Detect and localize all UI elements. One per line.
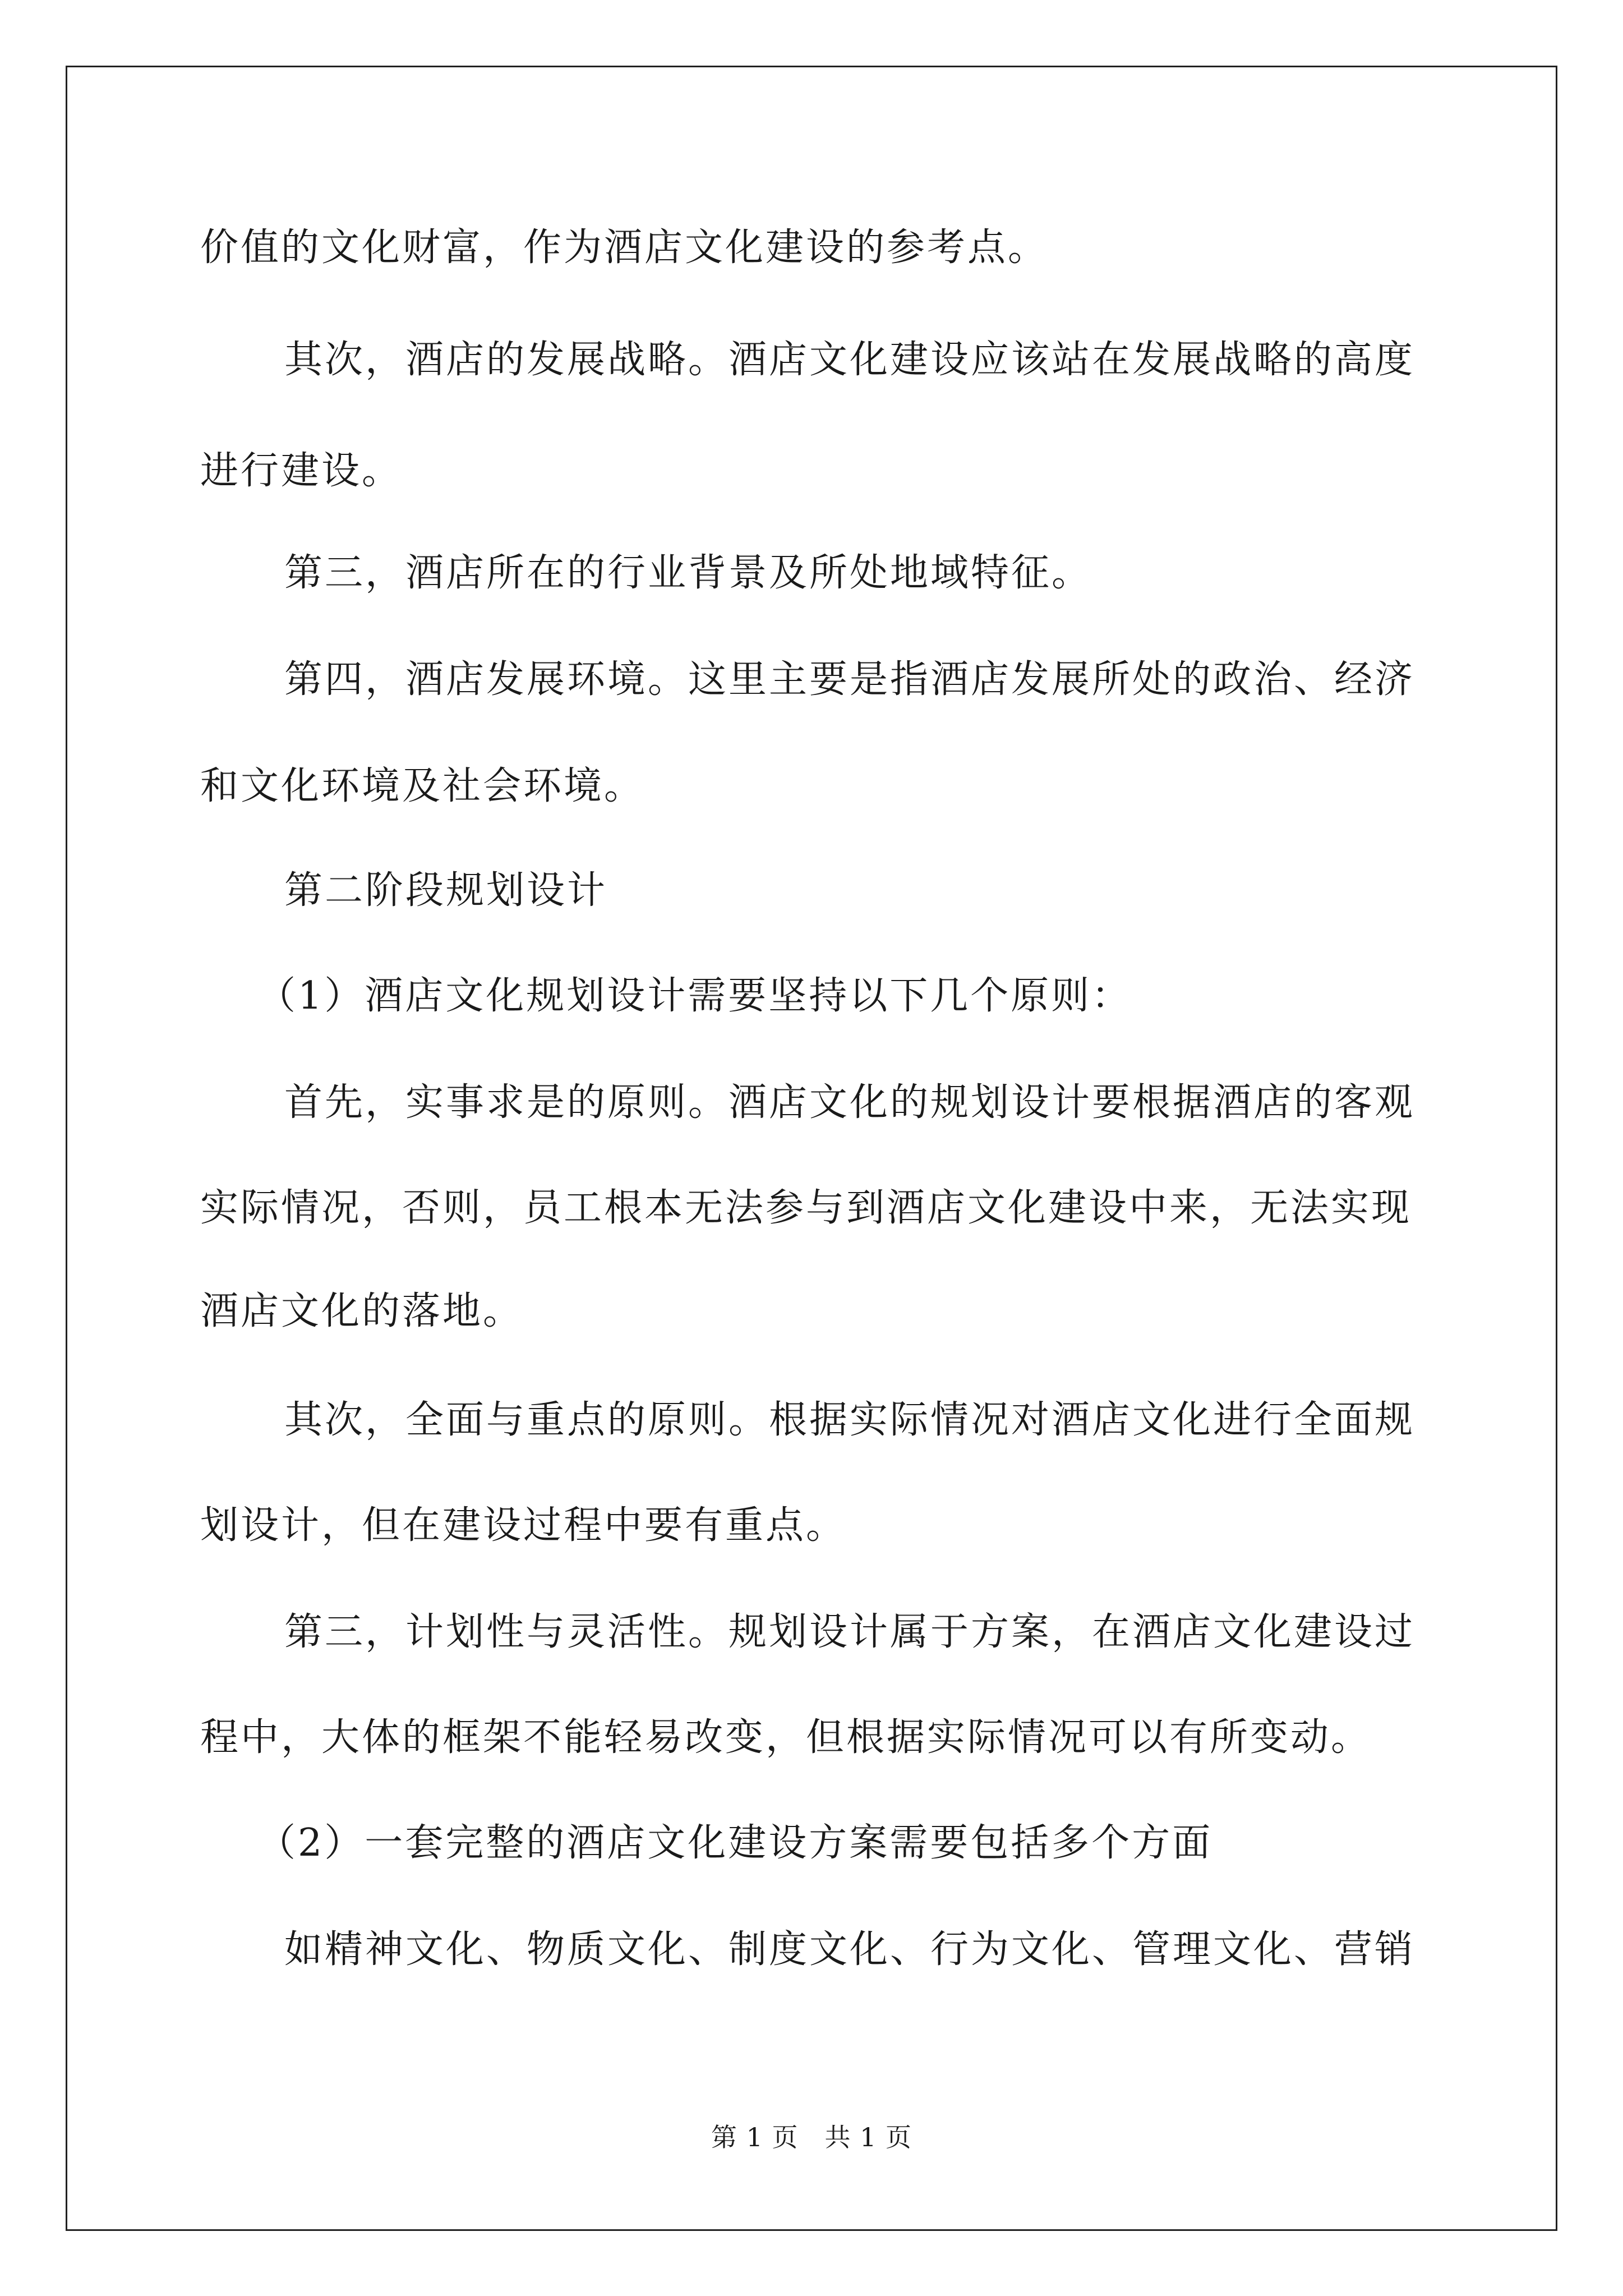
page-footer: 第 1 页 共 1 页 — [711, 2122, 912, 2152]
section-heading: 第二阶段规划设计 — [284, 868, 608, 913]
paragraph-line: 程中，大体的框架不能轻易改变，但根据实际情况可以有所变动。 — [200, 1715, 1372, 1760]
page-border — [66, 66, 1557, 2231]
paragraph-line: 价值的文化财富，作为酒店文化建设的参考点。 — [200, 226, 1049, 270]
paragraph-line: （1）酒店文化规划设计需要坚持以下几个原则： — [257, 974, 1132, 1018]
paragraph-line: 划设计，但在建设过程中要有重点。 — [200, 1503, 847, 1548]
paragraph-line: 酒店文化的落地。 — [200, 1289, 524, 1333]
paragraph-line: 进行建设。 — [200, 449, 403, 493]
paragraph-line: 和文化环境及社会环境。 — [200, 764, 645, 808]
paragraph-line: 其次，酒店的发展战略。酒店文化建设应该站在发展战略的高度 — [284, 338, 1415, 382]
paragraph-line: 第三，酒店所在的行业背景及所处地域特征。 — [284, 551, 1092, 595]
paragraph-line: （2）一套完整的酒店文化建设方案需要包括多个方面 — [257, 1821, 1213, 1865]
paragraph-line: 实际情况，否则，员工根本无法参与到酒店文化建设中来，无法实现 — [200, 1186, 1412, 1230]
paragraph-line: 第三，计划性与灵活性。规划设计属于方案，在酒店文化建设过 — [284, 1610, 1415, 1654]
paragraph-line: 其次，全面与重点的原则。根据实际情况对酒店文化进行全面规 — [284, 1398, 1415, 1442]
paragraph-line: 如精神文化、物质文化、制度文化、行为文化、管理文化、营销 — [284, 1927, 1415, 1972]
paragraph-line: 第四，酒店发展环境。这里主要是指酒店发展所处的政治、经济 — [284, 657, 1415, 702]
paragraph-line: 首先，实事求是的原则。酒店文化的规划设计要根据酒店的客观 — [284, 1080, 1415, 1125]
